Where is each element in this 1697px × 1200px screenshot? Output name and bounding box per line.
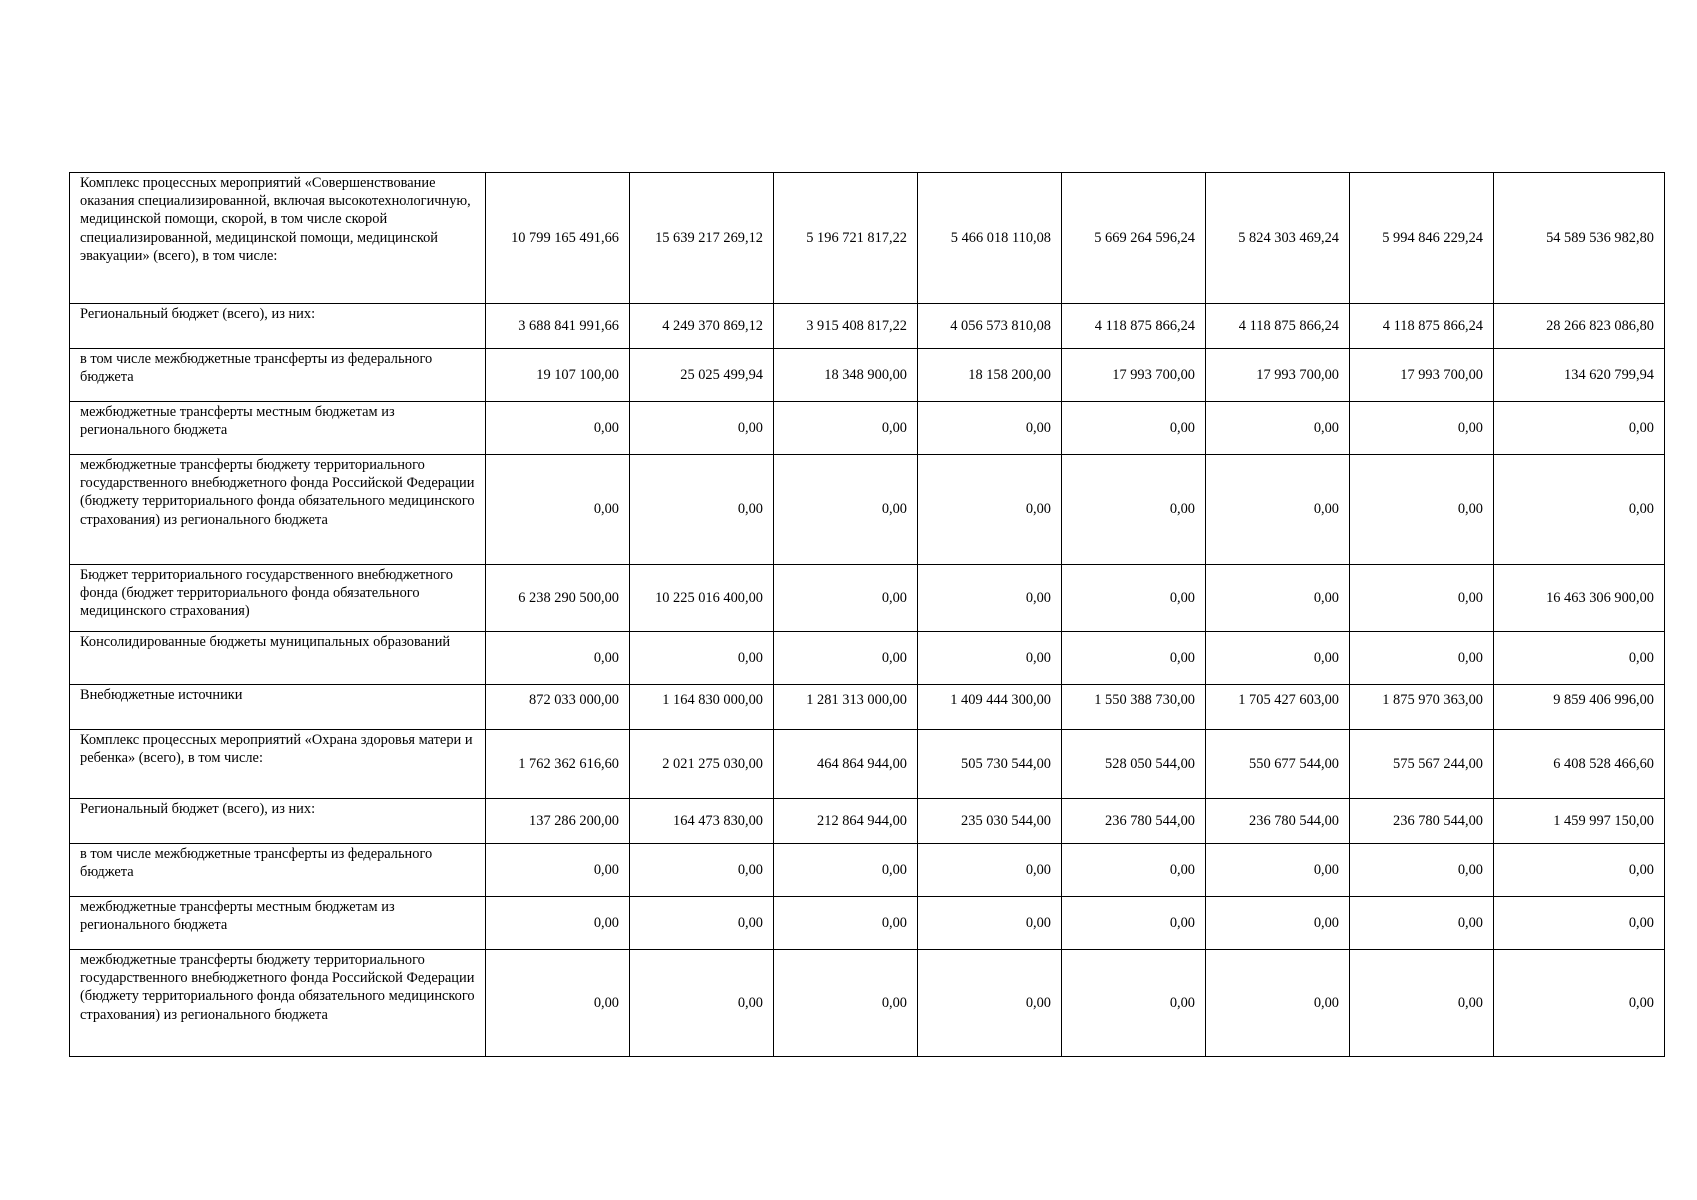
year-value-cell: 6 238 290 500,00 — [486, 565, 630, 632]
row-label-cell: Комплекс процессных мероприятий «Совершенствование оказания специализированной, включая высокотехнологичную, медицинской помощи, скорой, в том числе скорой специализированной, медицинской помощи, медицинской эвакуации» (всего), в том числе: — [70, 173, 486, 304]
year-value-cell: 0,00 — [486, 897, 630, 950]
year-value-cell: 0,00 — [1350, 565, 1494, 632]
table-row — [70, 730, 1665, 799]
total-value-cell: 0,00 — [1494, 950, 1665, 1057]
budget-document-page — [69, 172, 1664, 1057]
year-value-cell: 235 030 544,00 — [918, 799, 1062, 844]
year-value-cell: 0,00 — [486, 402, 630, 455]
year-value-cell: 4 118 875 866,24 — [1206, 304, 1350, 349]
year-value-cell: 0,00 — [1350, 455, 1494, 565]
year-value-cell: 0,00 — [1062, 565, 1206, 632]
year-value-cell: 0,00 — [630, 897, 774, 950]
total-value-cell: 0,00 — [1494, 455, 1665, 565]
year-value-cell: 0,00 — [1206, 402, 1350, 455]
year-value-cell: 0,00 — [1062, 455, 1206, 565]
year-value-cell: 0,00 — [774, 632, 918, 685]
year-value-cell: 0,00 — [1350, 632, 1494, 685]
year-value-cell: 212 864 944,00 — [774, 799, 918, 844]
year-value-cell: 4 118 875 866,24 — [1350, 304, 1494, 349]
year-value-cell: 0,00 — [630, 950, 774, 1057]
year-value-cell: 0,00 — [774, 565, 918, 632]
budget-table-body — [70, 173, 1665, 1057]
year-value-cell: 0,00 — [630, 632, 774, 685]
year-value-cell: 872 033 000,00 — [486, 685, 630, 730]
total-value-cell: 1 459 997 150,00 — [1494, 799, 1665, 844]
year-value-cell: 5 196 721 817,22 — [774, 173, 918, 304]
year-value-cell: 1 164 830 000,00 — [630, 685, 774, 730]
year-value-cell: 1 762 362 616,60 — [486, 730, 630, 799]
year-value-cell: 17 993 700,00 — [1206, 349, 1350, 402]
year-value-cell: 0,00 — [918, 402, 1062, 455]
year-value-cell: 3 915 408 817,22 — [774, 304, 918, 349]
year-value-cell: 575 567 244,00 — [1350, 730, 1494, 799]
row-label-cell: в том числе межбюджетные трансферты из федерального бюджета — [70, 844, 486, 897]
year-value-cell: 236 780 544,00 — [1206, 799, 1350, 844]
year-value-cell: 0,00 — [774, 844, 918, 897]
year-value-cell: 17 993 700,00 — [1062, 349, 1206, 402]
table-row — [70, 173, 1665, 304]
year-value-cell: 528 050 544,00 — [1062, 730, 1206, 799]
year-value-cell: 0,00 — [1062, 897, 1206, 950]
year-value-cell: 0,00 — [918, 950, 1062, 1057]
year-value-cell: 0,00 — [630, 455, 774, 565]
year-value-cell: 0,00 — [1206, 565, 1350, 632]
total-value-cell: 54 589 536 982,80 — [1494, 173, 1665, 304]
year-value-cell: 18 348 900,00 — [774, 349, 918, 402]
year-value-cell: 4 249 370 869,12 — [630, 304, 774, 349]
total-value-cell: 134 620 799,94 — [1494, 349, 1665, 402]
year-value-cell: 464 864 944,00 — [774, 730, 918, 799]
year-value-cell: 15 639 217 269,12 — [630, 173, 774, 304]
year-value-cell: 0,00 — [774, 897, 918, 950]
year-value-cell: 18 158 200,00 — [918, 349, 1062, 402]
row-label-cell: межбюджетные трансферты местным бюджетам из регионального бюджета — [70, 897, 486, 950]
year-value-cell: 0,00 — [918, 897, 1062, 950]
year-value-cell: 0,00 — [630, 402, 774, 455]
row-label-cell: межбюджетные трансферты местным бюджетам из регионального бюджета — [70, 402, 486, 455]
row-label-cell: межбюджетные трансферты бюджету территориального государственного внебюджетного фонда Российской Федерации (бюджету территориального фонда обязательного медицинского страхования) из регионального бюджета — [70, 950, 486, 1057]
year-value-cell: 0,00 — [1206, 897, 1350, 950]
row-label-cell: Региональный бюджет (всего), из них: — [70, 799, 486, 844]
row-label-cell: Комплекс процессных мероприятий «Охрана здоровья матери и ребенка» (всего), в том числе: — [70, 730, 486, 799]
year-value-cell: 0,00 — [774, 455, 918, 565]
table-row — [70, 685, 1665, 730]
year-value-cell: 5 669 264 596,24 — [1062, 173, 1206, 304]
year-value-cell: 1 705 427 603,00 — [1206, 685, 1350, 730]
year-value-cell: 505 730 544,00 — [918, 730, 1062, 799]
table-row — [70, 897, 1665, 950]
row-label-cell: Бюджет территориального государственного внебюджетного фонда (бюджет территориального фонда обязательного медицинского страхования) — [70, 565, 486, 632]
table-row — [70, 402, 1665, 455]
year-value-cell: 236 780 544,00 — [1350, 799, 1494, 844]
year-value-cell: 1 409 444 300,00 — [918, 685, 1062, 730]
total-value-cell: 0,00 — [1494, 632, 1665, 685]
year-value-cell: 25 025 499,94 — [630, 349, 774, 402]
total-value-cell: 0,00 — [1494, 897, 1665, 950]
total-value-cell: 6 408 528 466,60 — [1494, 730, 1665, 799]
year-value-cell: 1 875 970 363,00 — [1350, 685, 1494, 730]
year-value-cell: 0,00 — [1062, 402, 1206, 455]
total-value-cell: 9 859 406 996,00 — [1494, 685, 1665, 730]
year-value-cell: 5 824 303 469,24 — [1206, 173, 1350, 304]
year-value-cell: 0,00 — [774, 402, 918, 455]
year-value-cell: 0,00 — [1206, 844, 1350, 897]
row-label-cell: Консолидированные бюджеты муниципальных образований — [70, 632, 486, 685]
table-row — [70, 950, 1665, 1057]
row-label-cell: Региональный бюджет (всего), из них: — [70, 304, 486, 349]
row-label-cell: межбюджетные трансферты бюджету территориального государственного внебюджетного фонда Российской Федерации (бюджету территориального фонда обязательного медицинского страхования) из регионального бюджета — [70, 455, 486, 565]
year-value-cell: 0,00 — [1350, 402, 1494, 455]
year-value-cell: 236 780 544,00 — [1062, 799, 1206, 844]
row-label-cell: в том числе межбюджетные трансферты из федерального бюджета — [70, 349, 486, 402]
year-value-cell: 0,00 — [1350, 897, 1494, 950]
year-value-cell: 0,00 — [1062, 844, 1206, 897]
year-value-cell: 137 286 200,00 — [486, 799, 630, 844]
table-row — [70, 799, 1665, 844]
year-value-cell: 19 107 100,00 — [486, 349, 630, 402]
total-value-cell: 0,00 — [1494, 844, 1665, 897]
year-value-cell: 3 688 841 991,66 — [486, 304, 630, 349]
year-value-cell: 5 994 846 229,24 — [1350, 173, 1494, 304]
year-value-cell: 5 466 018 110,08 — [918, 173, 1062, 304]
table-row — [70, 844, 1665, 897]
year-value-cell: 0,00 — [1350, 950, 1494, 1057]
table-row — [70, 304, 1665, 349]
year-value-cell: 0,00 — [918, 565, 1062, 632]
year-value-cell: 0,00 — [1206, 632, 1350, 685]
total-value-cell: 0,00 — [1494, 402, 1665, 455]
year-value-cell: 550 677 544,00 — [1206, 730, 1350, 799]
table-row — [70, 565, 1665, 632]
year-value-cell: 0,00 — [918, 632, 1062, 685]
year-value-cell: 0,00 — [774, 950, 918, 1057]
total-value-cell: 16 463 306 900,00 — [1494, 565, 1665, 632]
year-value-cell: 0,00 — [918, 844, 1062, 897]
year-value-cell: 0,00 — [486, 950, 630, 1057]
year-value-cell: 1 550 388 730,00 — [1062, 685, 1206, 730]
year-value-cell: 0,00 — [1062, 950, 1206, 1057]
table-row — [70, 455, 1665, 565]
year-value-cell: 164 473 830,00 — [630, 799, 774, 844]
year-value-cell: 0,00 — [486, 632, 630, 685]
year-value-cell: 1 281 313 000,00 — [774, 685, 918, 730]
year-value-cell: 10 225 016 400,00 — [630, 565, 774, 632]
year-value-cell: 0,00 — [486, 844, 630, 897]
table-row — [70, 632, 1665, 685]
table-row — [70, 349, 1665, 402]
year-value-cell: 0,00 — [486, 455, 630, 565]
year-value-cell: 0,00 — [918, 455, 1062, 565]
row-label-cell: Внебюджетные источники — [70, 685, 486, 730]
year-value-cell: 4 118 875 866,24 — [1062, 304, 1206, 349]
year-value-cell: 17 993 700,00 — [1350, 349, 1494, 402]
year-value-cell: 10 799 165 491,66 — [486, 173, 630, 304]
year-value-cell: 0,00 — [1206, 950, 1350, 1057]
year-value-cell: 2 021 275 030,00 — [630, 730, 774, 799]
year-value-cell: 0,00 — [1062, 632, 1206, 685]
year-value-cell: 4 056 573 810,08 — [918, 304, 1062, 349]
total-value-cell: 28 266 823 086,80 — [1494, 304, 1665, 349]
budget-table — [69, 172, 1665, 1057]
year-value-cell: 0,00 — [1206, 455, 1350, 565]
year-value-cell: 0,00 — [630, 844, 774, 897]
year-value-cell: 0,00 — [1350, 844, 1494, 897]
